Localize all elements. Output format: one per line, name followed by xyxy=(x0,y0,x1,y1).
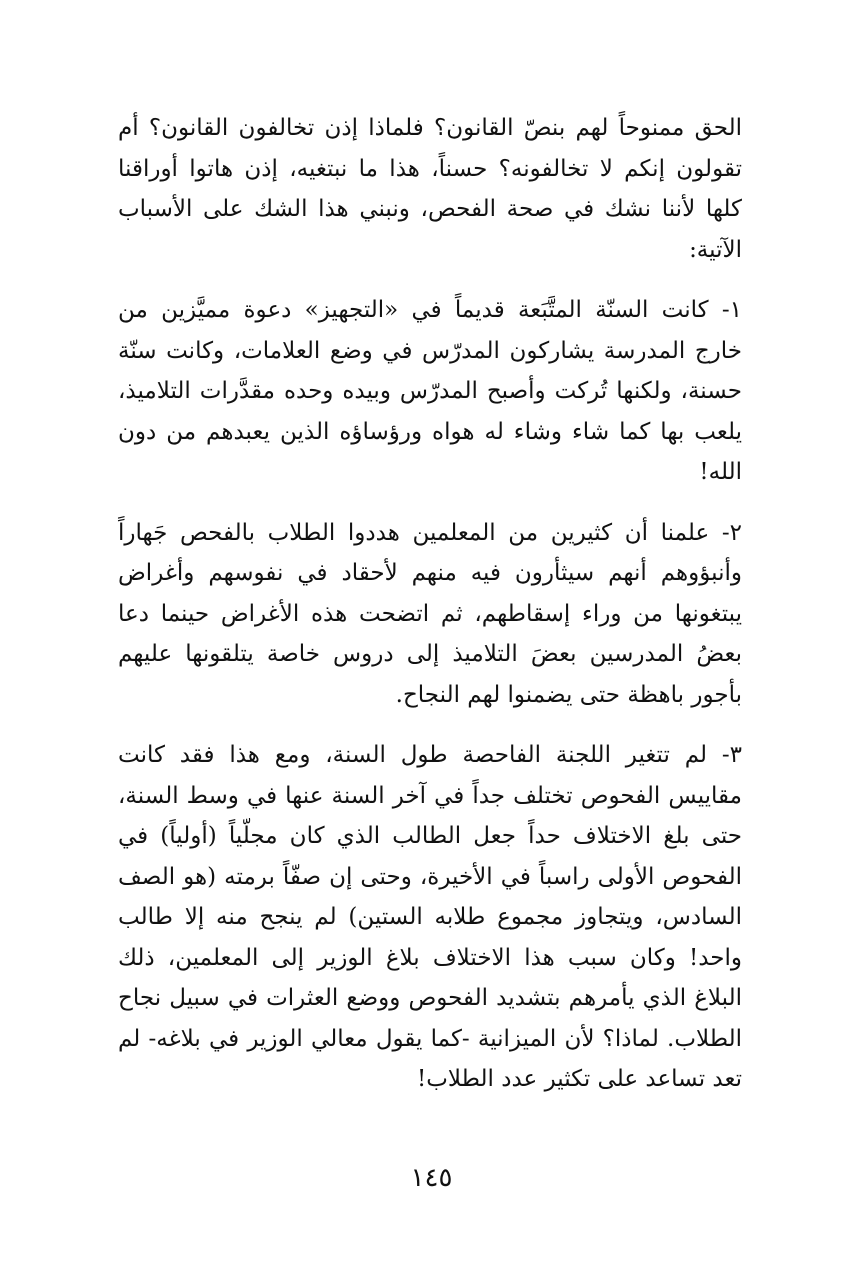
paragraph-intro: الحق ممنوحاً لهم بنصّ القانون؟ فلماذا إذن تخالفون القانون؟ أم تقولون إنكم لا تخالفونه؟ حسناً، هذا ما نبتغيه، إذن هاتوا أوراقنا كلها لأننا نشك في صحة الفحص، ونبني هذا الشك على الأسباب الآتية: xyxy=(118,115,742,263)
page-number: ١٤٥ xyxy=(410,1163,453,1193)
paragraph-point-1: ١- كانت السنّة المتَّبَعة قديماً في «التجهيز» دعوة مميَّزين من خارج المدرسة يشاركون المدرّس في وضع العلامات، وكانت سنّة حسنة، ولكنها تُركت وأصبح المدرّس وبيده وحده مقدَّرات التلاميذ، يلعب بها كما شاء وشاء له هواه ورؤساؤه الذين يعبدهم من دون الله! xyxy=(118,297,742,485)
paragraph-point-2: ٢- علمنا أن كثيرين من المعلمين هددوا الطلاب بالفحص جَهاراً وأنبؤوهم أنهم سيثأرون فيه منهم لأحقاد في نفوسهم وأغراض يبتغونها من وراء إسقاطهم، ثم اتضحت هذه الأغراض حينما دعا بعضُ المدرسين بعضَ التلاميذ إلى دروس خاصة يتلقونها عليهم بأجور باهظة حتى يضمنوا لهم النجاح. xyxy=(118,519,742,708)
paragraph-point-3: ٣- لم تتغير اللجنة الفاحصة طول السنة، ومع هذا فقد كانت مقاييس الفحوص تختلف جداً في آخر السنة عنها في وسط السنة، حتى بلغ الاختلاف حداً جعل الطالب الذي كان مجلّياً (أولياً) في الفحوص الأولى راسباً في الأخيرة، وحتى إن صفّاً برمته (هو الصف السادس، ويتجاوز مجموع طلابه الستين) لم ينجح منه إلا طالب واحد! وكان سبب هذا الاختلاف بلاغ الوزير إلى المعلمين، ذلك البلاغ الذي يأمرهم بتشديد الفحوص ووضع العثرات في سبيل نجاح الطلاب. لماذا؟ لأن الميزانية -كما يقول معالي الوزير في بلاغه- لم تعد تساعد على تكثير عدد الطلاب! xyxy=(118,742,742,1092)
text-column xyxy=(118,108,742,1100)
